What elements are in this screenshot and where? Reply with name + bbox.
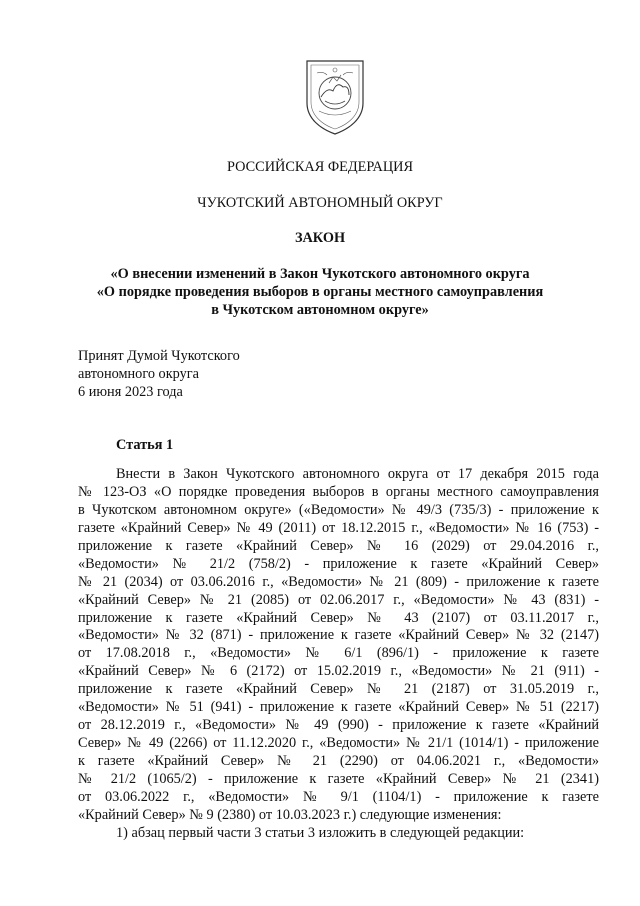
adoption-note [78,347,240,401]
country-name: РОССИЙСКАЯ ФЕДЕРАЦИЯ [227,159,413,175]
coat-of-arms-emblem [303,57,367,137]
body-line: в Чукотском автономном округе» («Ведомости» № 49/3 (735/3) - приложение к [78,501,599,518]
body-line: «Крайний Север» № 6 (2172) от 15.02.2019 г., «Ведомости» № 21 (911) - [78,663,599,680]
body-line: «Крайний Север» № 9 (2380) от 10.03.2023 г.) следующие изменения: [78,806,502,823]
body-line: от 03.06.2022 г., «Ведомости» № 9/1 (1104/1) - приложение к газете [78,788,599,805]
body-line: от 28.12.2019 г., «Ведомости» № 49 (990) - приложение к газете «Крайний [78,717,599,734]
body-line: газете «Крайний Север» № 49 (2011) от 18.12.2015 г., «Ведомости» № 16 (753) - [78,519,599,536]
law-title-line: в Чукотском автономном округе» [211,302,429,318]
body-line: № 21/2 (1065/2) - приложение к газете «Крайний Север» № 21 (2341) [78,770,599,787]
body-line: «Ведомости» № 51 (941) - приложение к газете «Крайний Север» № 51 (2217) [78,699,599,716]
adoption-date: 6 июня 2023 года [78,384,183,400]
body-line: приложение к газете «Крайний Север» № 16 (2029) от 29.04.2016 г., [78,537,599,554]
body-line: приложение к газете «Крайний Север» № 21 (2187) от 31.05.2019 г., [78,681,599,698]
body-line: приложение к газете «Крайний Север» № 43 (2107) от 03.11.2017 г., [78,609,599,626]
law-title-line: «О порядке проведения выборов в органы местного самоуправления [96,284,544,300]
body-line: «Ведомости» № 32 (871) - приложение к газете «Крайний Север» № 32 (2147) [78,627,599,644]
body-line: 1) абзац первый части 3 статьи 3 изложить в следующей редакции: [116,824,525,841]
body-line: к газете «Крайний Север» № 21 (2290) от 04.06.2021 г., «Ведомости» [78,753,599,769]
body-line: № 21 (2034) от 03.06.2016 г., «Ведомости» № 21 (809) - приложение к газете [78,573,599,590]
body-line: № 123-ОЗ «О порядке проведения выборов в органы местного самоуправления [78,483,599,500]
body-line: «Ведомости» № 21/2 (758/2) - приложение к газете «Крайний Север» [78,555,599,572]
adoption-line: автономного округа [78,366,199,382]
body-line: Север» № 49 (2266) от 11.12.2020 г., «Ведомости» № 21/1 (1014/1) - приложение [78,735,599,752]
body-line: от 17.08.2018 г., «Ведомости» № 6/1 (896/1) - приложение к газете [78,645,599,662]
adoption-line: Принят Думой Чукотского [78,348,240,364]
article-body [78,466,599,843]
article-heading: Статья 1 [116,437,174,453]
body-line: Внести в Закон Чукотского автономного округа от 17 декабря 2015 года [116,466,599,482]
body-line: «Крайний Север» № 21 (2085) от 02.06.2017 г., «Ведомости» № 43 (831) - [78,591,599,608]
document-type: ЗАКОН [294,230,346,246]
law-title-line: «О внесении изменений в Закон Чукотского автономного округа [110,266,530,282]
region-name: ЧУКОТСКИЙ АВТОНОМНЫЙ ОКРУГ [197,195,443,211]
